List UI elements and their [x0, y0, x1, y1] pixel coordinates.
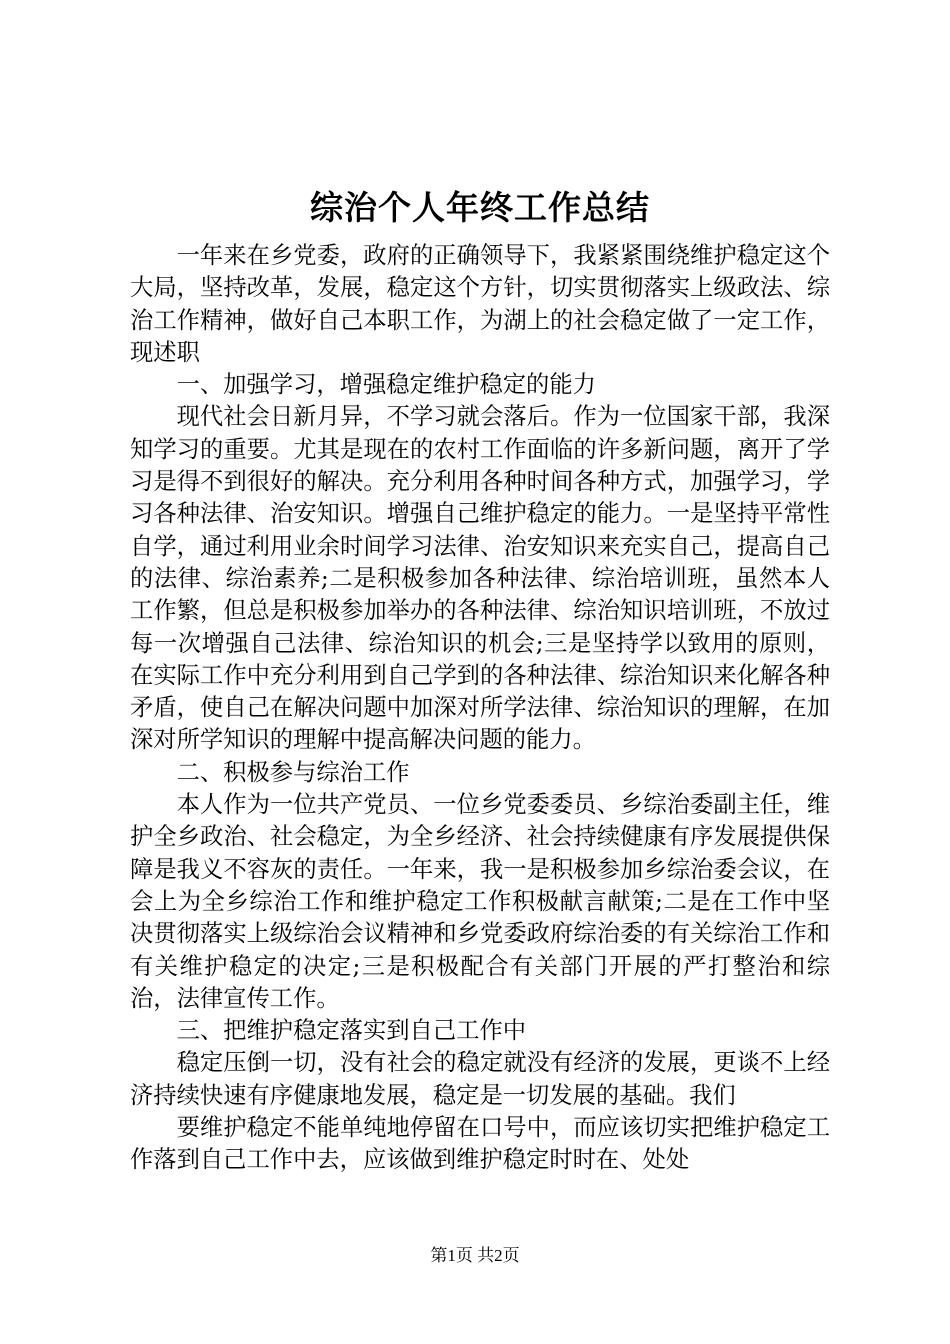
document-title: 综治个人年终工作总结 [310, 188, 650, 227]
section-3-heading: 三、把维护稳定落实到自己工作中 [176, 1017, 527, 1045]
section-1-heading: 一、加强学习，增强稳定维护稳定的能力 [176, 371, 596, 399]
section-3-paragraph-2: 要维护稳定不能单纯地停留在口号中，而应该切实把维护稳定工作落到自己工作中去，应该做到维护稳定时时在、处处 [130, 1114, 830, 1174]
intro-paragraph: 一年来在乡党委，政府的正确领导下，我紧紧围绕维护稳定这个大局，坚持改革，发展，稳定这个方针，切实贯彻落实上级政法、综治工作精神，做好自己本职工作，为湖上的社会稳定做了一定工作，现述职 [130, 242, 830, 366]
section-2-paragraph: 本人作为一位共产党员、一位乡党委委员、乡综治委副主任，维护全乡政治、社会稳定，为全乡经济、社会持续健康有序发展提供保障是我义不容灰的责任。一年来，我一是积极参加乡综治委会议，在会上为全乡综治工作和维护稳定工作积极献言献策;二是在工作中坚决贯彻落实上级综治会议精神和乡党委政府综治委的有关综治工作和有关维护稳定的决定;三是积极配合有关部门开展的严打整治和综治，法律宣传工作。 [130, 791, 830, 1012]
section-3-paragraph-1: 稳定压倒一切，没有社会的稳定就没有经济的发展，更谈不上经济持续快速有序健康地发展，稳定是一切发展的基础。我们 [130, 1049, 830, 1109]
document-page [130, 180, 830, 1177]
page-number-footer: 第1页 共2页 [430, 1246, 520, 1265]
section-2-heading: 二、积极参与综治工作 [176, 758, 410, 786]
section-1-paragraph: 现代社会日新月异，不学习就会落后。作为一位国家干部，我深知学习的重要。尤其是现在的农村工作面临的许多新问题，离开了学习是得不到很好的解决。充分利用各种时间各种方式，加强学习，学习各种法律、治安知识。增强自己维护稳定的能力。一是坚持平常性自学，通过利用业余时间学习法律、治安知识来充实自己，提高自己的法律、综治素养;二是积极参加各种法律、综治培训班，虽然本人工作繁，但总是积极参加举办的各种法律、综治知识培训班，不放过每一次增强自己法律、综治知识的机会;三是坚持学以致用的原则，在实际工作中充分利用到自己学到的各种法律、综治知识来化解各种矛盾，使自己在解决问题中加深对所学法律、综治知识的理解，在加深对所学知识的理解中提高解决问题的能力。 [130, 403, 830, 754]
